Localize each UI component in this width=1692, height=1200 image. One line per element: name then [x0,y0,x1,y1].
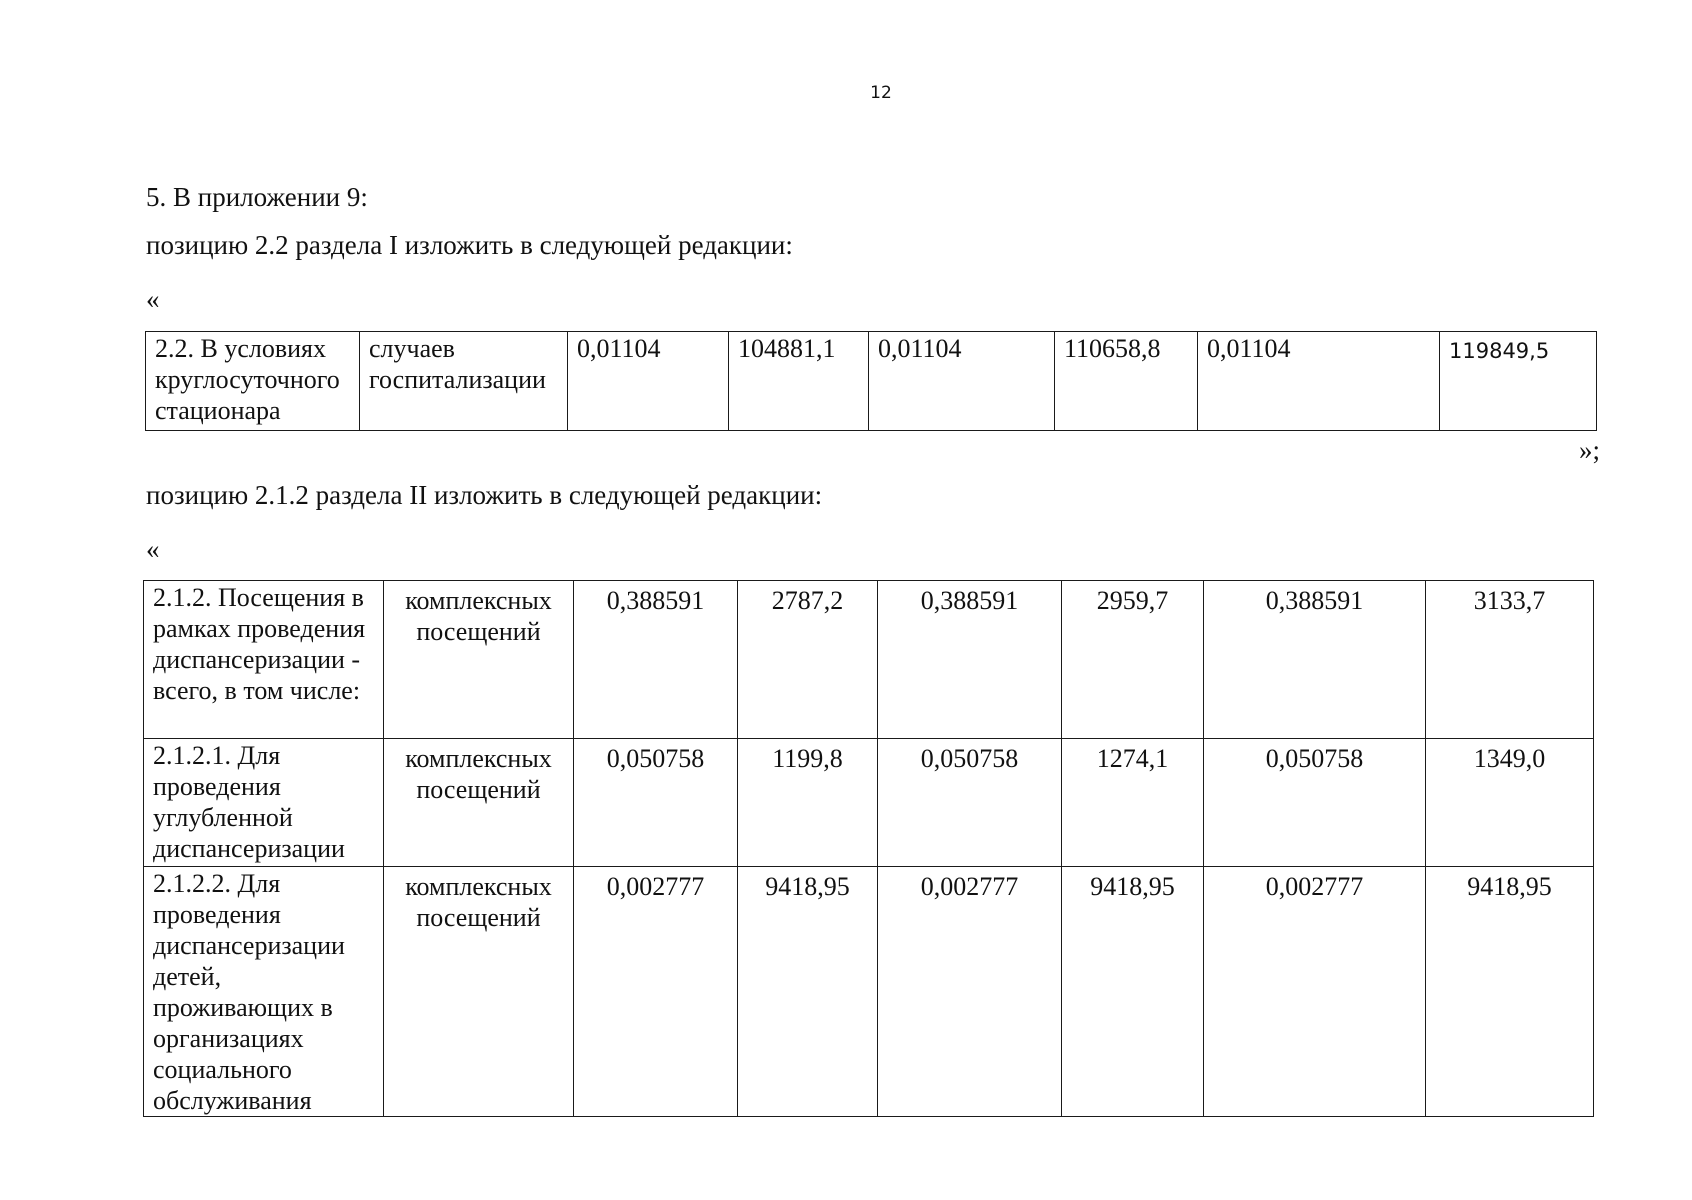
table-row [146,332,1597,431]
value-cell: 0,050758 [878,739,1062,867]
value-cell: 1349,0 [1426,739,1594,867]
value-cell: 0,388591 [878,581,1062,739]
position-name-cell: 2.1.2. Посещения в рамках проведения диспансеризации - всего, в том числе: [144,581,384,739]
instruction-text-2: позицию 2.1.2 раздела II изложить в следующей редакции: [146,480,823,510]
value-cell: 0,002777 [1204,867,1426,1117]
value-cell: 0,01104 [568,332,729,431]
table-section-2 [143,580,1594,1117]
value-cell: 2959,7 [1062,581,1204,739]
value-cell: 3133,7 [1426,581,1594,739]
position-name-cell: 2.1.2.2. Для проведения диспансеризации детей, проживающих в организациях социального обслуживания [144,867,384,1117]
value-cell: 0,002777 [574,867,738,1117]
value-cell: 9418,95 [1426,867,1594,1117]
unit-cell: случаев госпитализации [360,332,568,431]
value-cell: 1199,8 [738,739,878,867]
table-section-1 [145,331,1597,431]
value-cell: 0,01104 [869,332,1055,431]
value-cell: 110658,8 [1055,332,1198,431]
unit-cell: комплексных посещений [384,581,574,739]
value-cell: 0,002777 [878,867,1062,1117]
closing-quote-1: »; [1578,435,1600,465]
value-cell: 0,01104 [1198,332,1440,431]
table-row [144,581,1594,739]
page-number: 12 [870,83,892,103]
value-cell: 9418,95 [738,867,878,1117]
section-heading: 5. В приложении 9: [146,182,368,212]
opening-quote-1: « [146,284,160,314]
value-cell: 1274,1 [1062,739,1204,867]
position-name-cell: 2.1.2.1. Для проведения углубленной диспансеризации [144,739,384,867]
position-name-cell: 2.2. В условиях круглосуточного стационара [146,332,360,431]
value-cell: 9418,95 [1062,867,1204,1117]
value-cell: 104881,1 [729,332,869,431]
value-cell: 0,050758 [1204,739,1426,867]
unit-cell: комплексных посещений [384,739,574,867]
table-row [144,739,1594,867]
value-cell: 2787,2 [738,581,878,739]
value-cell: 0,388591 [1204,581,1426,739]
value-cell: 119849,5 [1440,332,1597,431]
unit-cell: комплексных посещений [384,867,574,1117]
value-cell: 0,050758 [574,739,738,867]
table-row [144,867,1594,1117]
opening-quote-2: « [146,534,160,564]
instruction-text-1: позицию 2.2 раздела I изложить в следующей редакции: [146,230,793,260]
value-cell: 0,388591 [574,581,738,739]
